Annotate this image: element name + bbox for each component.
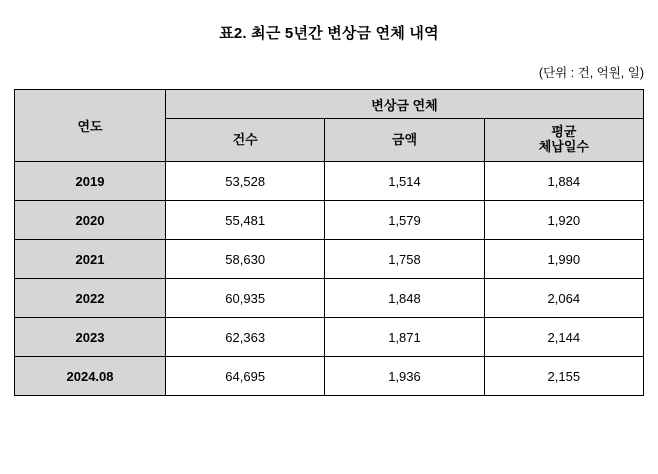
column-header-count: 건수 [166, 119, 325, 162]
cell-count: 55,481 [166, 201, 325, 240]
cell-count: 58,630 [166, 240, 325, 279]
column-header-year: 연도 [15, 90, 166, 162]
document-page [0, 22, 658, 474]
table-row [15, 201, 644, 240]
cell-average-days: 1,990 [484, 240, 643, 279]
cell-year: 2023 [15, 318, 166, 357]
cell-year: 2022 [15, 279, 166, 318]
table-row [15, 357, 644, 396]
table-row [15, 240, 644, 279]
cell-count: 64,695 [166, 357, 325, 396]
table-title: 표2. 최근 5년간 변상금 연체 내역 [219, 25, 439, 42]
cell-amount: 1,871 [325, 318, 484, 357]
column-header-average-line2: 체납일수 [538, 139, 589, 154]
cell-amount: 1,936 [325, 357, 484, 396]
cell-amount: 1,579 [325, 201, 484, 240]
cell-average-days: 1,920 [484, 201, 643, 240]
cell-count: 62,363 [166, 318, 325, 357]
cell-year: 2020 [15, 201, 166, 240]
variance-penalty-arrears-table [14, 89, 644, 396]
cell-amount: 1,758 [325, 240, 484, 279]
cell-year: 2019 [15, 162, 166, 201]
cell-average-days: 1,884 [484, 162, 643, 201]
table-header [15, 90, 644, 162]
cell-amount: 1,848 [325, 279, 484, 318]
column-header-amount: 금액 [325, 119, 484, 162]
table-row [15, 318, 644, 357]
table-container [0, 89, 658, 396]
cell-average-days: 2,155 [484, 357, 643, 396]
table-row [15, 162, 644, 201]
cell-year: 2024.08 [15, 357, 166, 396]
table-body [15, 162, 644, 396]
cell-average-days: 2,064 [484, 279, 643, 318]
column-group-header-arrears: 변상금 연체 [166, 90, 644, 119]
cell-amount: 1,514 [325, 162, 484, 201]
table-header-row-1 [15, 90, 644, 119]
unit-note: (단위 : 건, 억원, 일) [538, 66, 644, 80]
cell-average-days: 2,144 [484, 318, 643, 357]
column-header-average-line1: 평균 [551, 124, 577, 140]
column-header-average-days [484, 119, 643, 162]
cell-count: 53,528 [166, 162, 325, 201]
cell-count: 60,935 [166, 279, 325, 318]
cell-year: 2021 [15, 240, 166, 279]
table-row [15, 279, 644, 318]
